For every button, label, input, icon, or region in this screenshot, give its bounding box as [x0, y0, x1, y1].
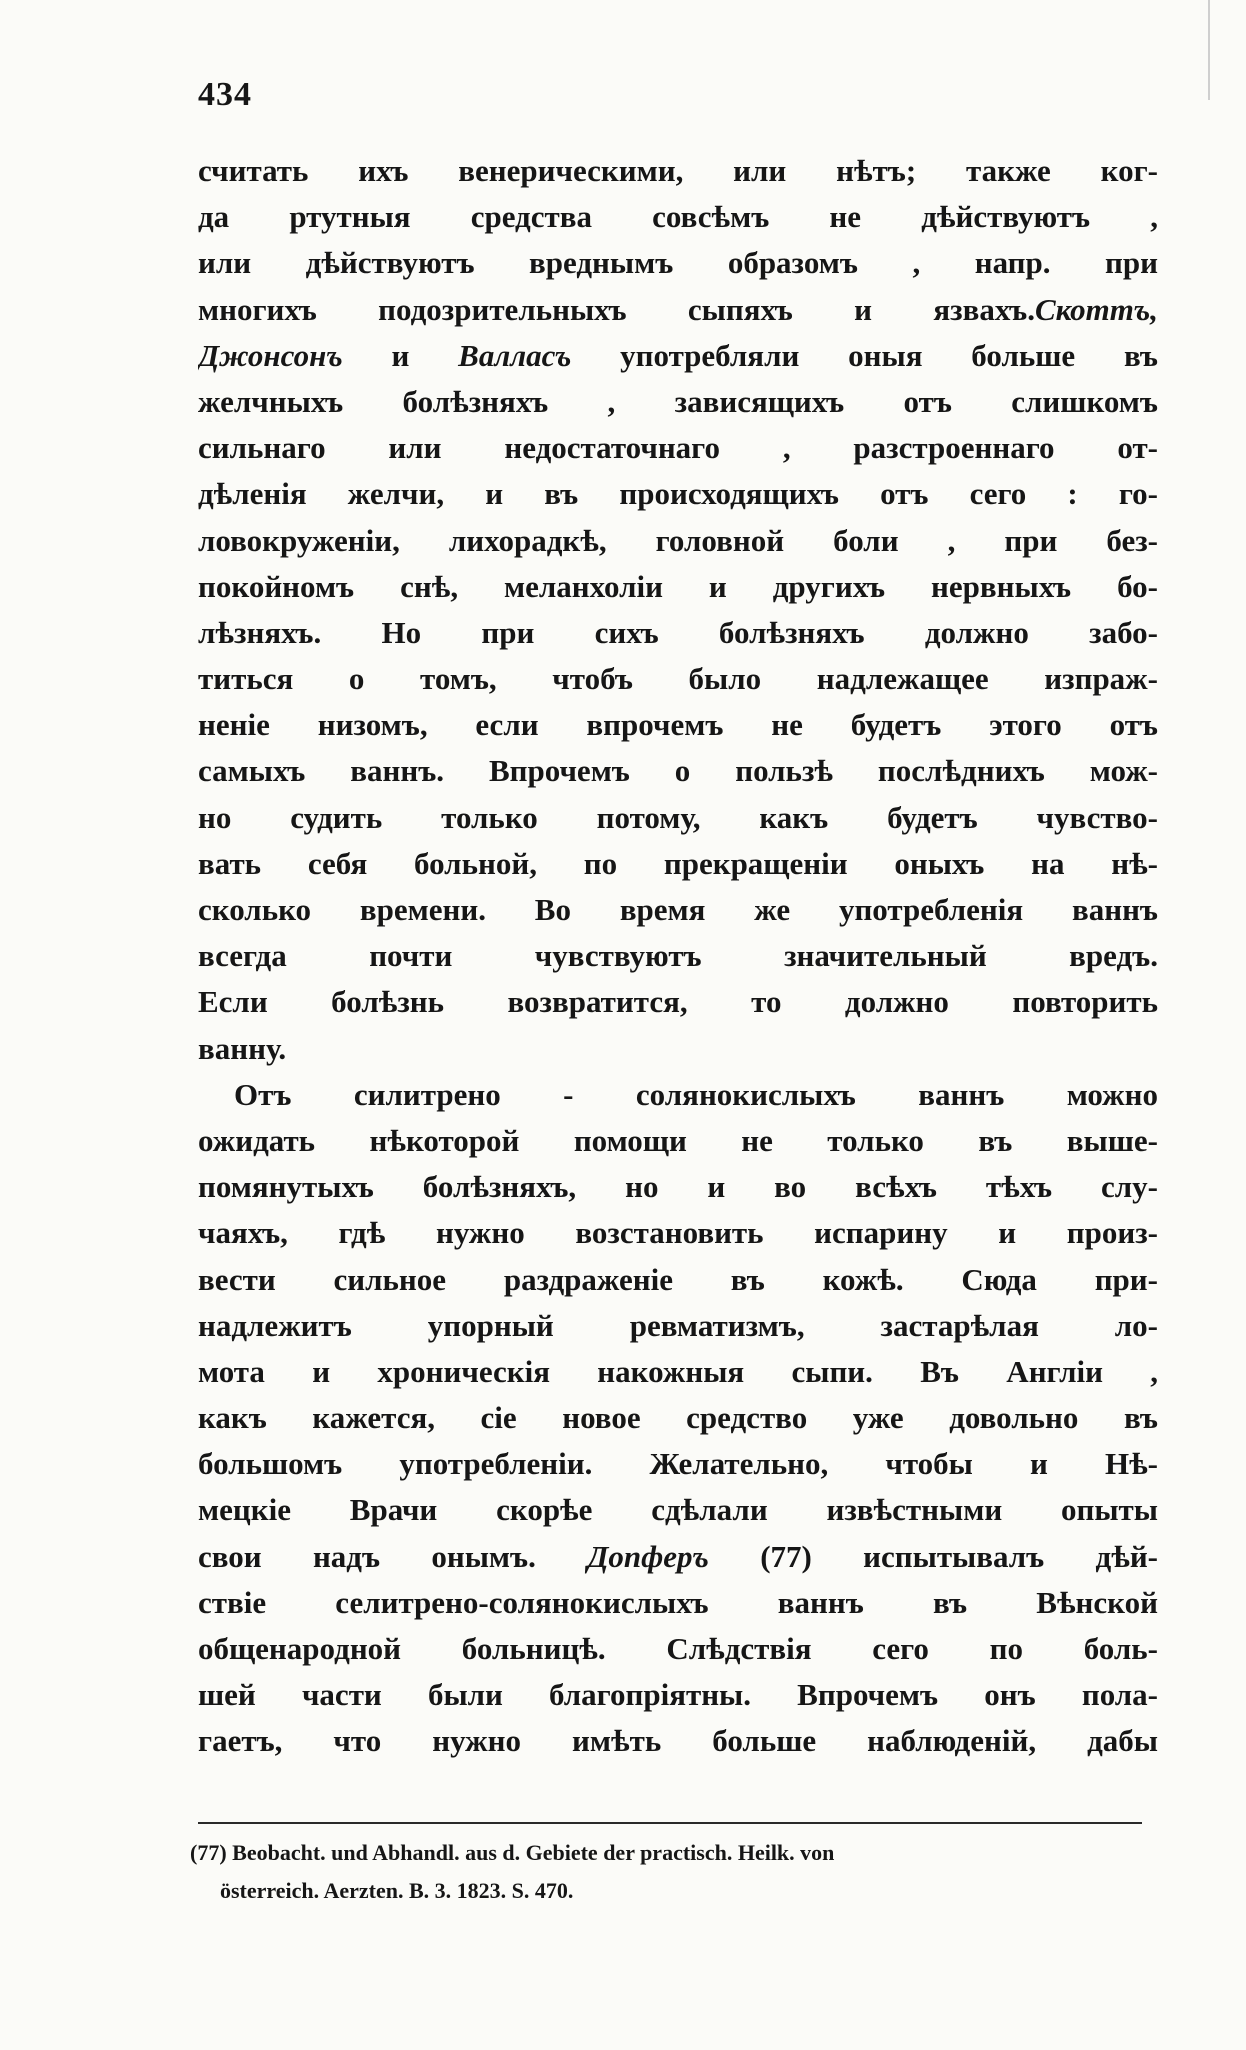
text-line: дѣленія желчи, и въ происходящихъ отъ сего : го-	[198, 476, 1158, 512]
text-line: неніе низомъ, если впрочемъ не будетъ этого отъ	[198, 707, 1158, 743]
text-line: Если болѣзнь возвратится, то должно повторить	[198, 984, 1158, 1020]
page-edge-mark	[1208, 0, 1210, 100]
text-line: мота и хроническія накожныя сыпи. Въ Англіи ,	[198, 1353, 1158, 1389]
text-line: лѣзняхъ. Но при сихъ болѣзняхъ должно забо-	[198, 614, 1158, 650]
text-line: или дѣйствуютъ вреднымъ образомъ , напр. при	[198, 245, 1158, 281]
text-line: считать ихъ венерическими, или нѣтъ; также ког-	[198, 153, 1158, 188]
text-line: титься о томъ, чтобъ было надлежащее изпраж-	[198, 661, 1158, 697]
text-line: Джонсонъ и Валласъ употребляли оныя больше въ	[198, 337, 1158, 373]
text-line: ловокруженіи, лихорадкѣ, головной боли , при без-	[198, 522, 1158, 558]
text-line: многихъ подозрительныхъ сыпяхъ и язвахъ.Скоттъ,	[198, 291, 1158, 327]
text-line: гаетъ, что нужно имѣть больше наблюденій, дабы	[198, 1723, 1158, 1759]
footnote-separator	[198, 1822, 1142, 1824]
text-line: желчныхъ болѣзняхъ , зависящихъ отъ слишкомъ	[198, 383, 1158, 419]
text-line: какъ кажется, сіе новое средство уже довольно въ	[198, 1400, 1158, 1436]
text-line: самыхъ ваннъ. Впрочемъ о пользѣ послѣднихъ мож-	[198, 753, 1158, 789]
footnote	[190, 1834, 1140, 1910]
page-number: 434	[198, 76, 252, 113]
text-line: сильнаго или недостаточнаго , разстроеннаго от-	[198, 430, 1158, 466]
text-line: мецкіе Врачи скорѣе сдѣлали извѣстными опыты	[198, 1492, 1158, 1528]
text-line: Отъ силитрено - солянокислыхъ ваннъ можно	[234, 1076, 1158, 1112]
text-line: большомъ употребленіи. Желательно, чтобы и Нѣ-	[198, 1446, 1158, 1482]
author-name: Скоттъ,	[1034, 291, 1158, 327]
text-line: ожидать нѣкоторой помощи не только въ выше-	[198, 1122, 1158, 1158]
text-line: надлежитъ упорный ревматизмъ, застарѣлая ло-	[198, 1307, 1158, 1343]
text-line: помянутыхъ болѣзняхъ, но и во всѣхъ тѣхъ слу-	[198, 1169, 1158, 1205]
text-line: ванну.	[198, 1030, 287, 1066]
text-line: шей части были благопріятны. Впрочемъ онъ пола-	[198, 1677, 1158, 1713]
footnote-line: (77) Beobacht. und Abhandl. aus d. Gebiete der practisch. Heilk. von	[190, 1840, 835, 1865]
author-name: Допферъ	[587, 1538, 709, 1574]
text-line: всегда почти чувствуютъ значительный вредъ.	[198, 938, 1158, 974]
footnote-line: österreich. Aerzten. B. 3. 1823. S. 470.	[220, 1878, 574, 1903]
text-line: свои надъ онымъ. Допферъ (77) испытывалъ дѣй-	[198, 1538, 1158, 1574]
author-name: Валласъ	[458, 337, 572, 373]
text-line: да ртутныя средства совсѣмъ не дѣйствуютъ ,	[198, 199, 1158, 235]
text-line: но судить только потому, какъ будетъ чувство-	[198, 799, 1158, 835]
text-line: ствіе селитрено-солянокислыхъ ваннъ въ Вѣнской	[198, 1584, 1158, 1620]
text-line: общенародной больницѣ. Слѣдствія сего по боль-	[198, 1631, 1158, 1666]
text-line: чаяхъ, гдѣ нужно возстановить испарину и произ-	[198, 1215, 1158, 1251]
text-line: покойномъ снѣ, меланхоліи и другихъ нервныхъ бо-	[198, 568, 1158, 604]
body-text	[198, 148, 1158, 1765]
author-name: Джонсонъ	[198, 337, 343, 373]
text-line: вести сильное раздраженіе въ кожѣ. Сюда при-	[198, 1261, 1158, 1297]
text-line: вать себя больной, по прекращеніи оныхъ на нѣ-	[198, 845, 1158, 881]
text-line: сколько времени. Во время же употребленія ваннъ	[198, 892, 1158, 927]
